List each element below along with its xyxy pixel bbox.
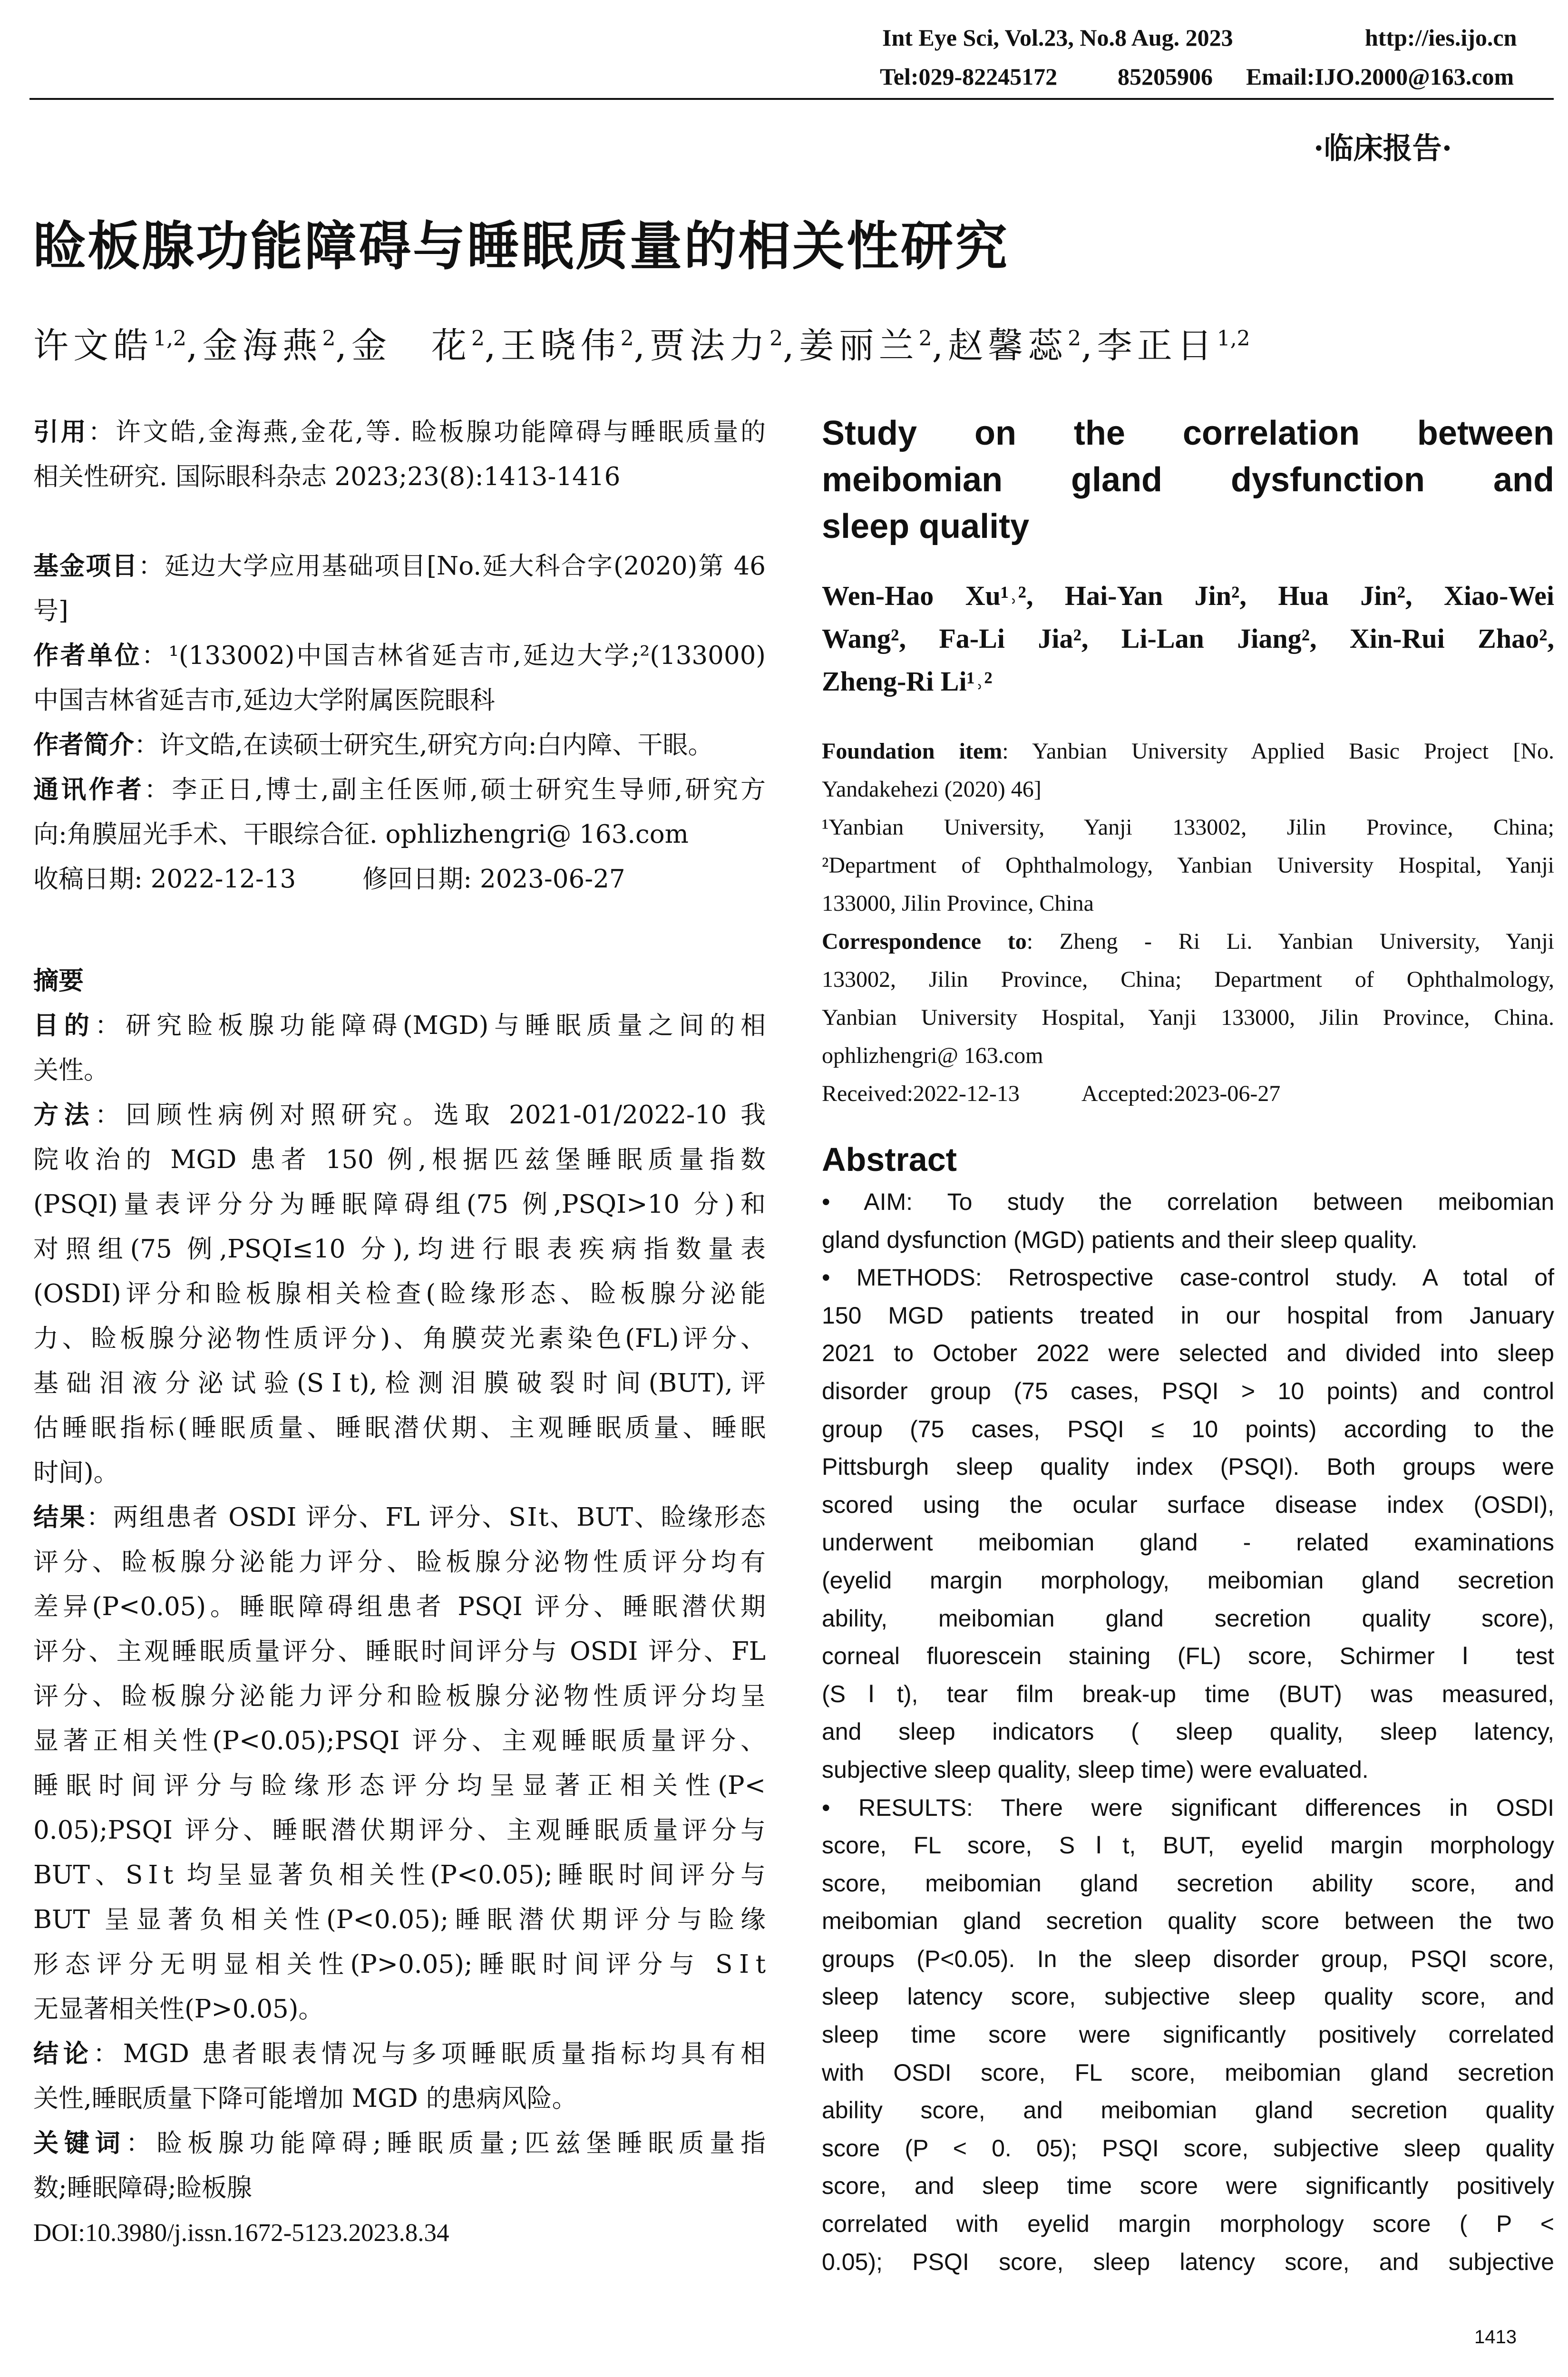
author-list [33,318,1250,368]
abstract-line: ability, meibomian gland secretion quality score), [822,1605,1554,1632]
accepted-en: Accepted:2023-06-27 [1081,1081,1281,1106]
dates-line [33,857,766,902]
abstract-line: score, meibomian gland secretion ability score, and [822,1870,1554,1897]
methods-text: 估睡眠指标(睡眠质量、睡眠潜伏期、主观睡眠质量、睡眠 [33,1413,766,1442]
left-column [33,410,766,2255]
abstract-line: score (P < 0. 05); PSQI score, subjective sleep quality [822,2134,1554,2162]
received-date: 收稿日期: 2022-12-13 [33,865,296,894]
conclusion-block [33,2032,766,2121]
journal-email[interactable]: Email:IJO.2000@163.com [1246,63,1514,90]
foundation-label: Foundation item [822,739,1003,764]
abstract-line: 2021 to October 2022 were selected and divided into sleep [822,1340,1554,1367]
author-name: 贾法力 [650,325,770,366]
abstract-line: (SⅠt), tear film break-up time (BUT) was measured, [822,1680,1554,1707]
abstract-line: disorder group (75 cases, PSQI > 10 points) and control [822,1377,1554,1404]
author-name: 李正日 [1097,325,1217,366]
english-author-line: Wang², Fa-Li Jia², Li-Lan Jiang², Xin-Rui Zhao², [822,623,1554,654]
keywords-label: 关键词 [33,2129,126,2158]
aim-text: ：研究睑板腺功能障碍(MGD)与睡眠质量之间的相 [95,1011,766,1040]
author-intro-text: ：许文皓,在读硕士研究生,研究方向:白内障、干眼。 [134,731,713,760]
conclusion-text: 关性,睡眠质量下降可能增加 MGD 的患病风险。 [33,2084,577,2113]
correspondence-en-email[interactable]: ophlizhengri@ 163.com [822,1043,1043,1068]
abstract-line: ability score, and meibomian gland secretion quality [822,2097,1554,2124]
author-separator: , [335,325,352,366]
english-title [822,410,1554,550]
author-affiliation-mark: 2 [620,326,634,351]
results-text: ：两组患者 OSDI 评分、FL 评分、SⅠt、BUT、睑缘形态 [86,1503,766,1532]
author-affiliation-mark: 1,2 [153,326,186,351]
correspondence-text: 向:角膜屈光手术、干眼综合征. ophlizhengri@ 163.com [33,820,689,849]
header-rule [29,98,1554,100]
keywords-text: 数;睡眠障碍;睑板腺 [33,2173,252,2202]
abstract-line: • METHODS: Retrospective case-control study. A total of [822,1264,1554,1291]
journal-tel-2: 85205906 [1118,63,1213,90]
page-number: 1413 [1474,2327,1517,2348]
received-en: Received:2022-12-13 [822,1081,1020,1106]
results-text: 评分、睑板腺分泌能力评分、睑板腺分泌物性质评分均有 [33,1548,766,1577]
section-tag: ·临床报告· [1314,131,1452,166]
methods-text: (OSDI)评分和睑板腺相关检查(睑缘形态、睑板腺分泌能 [33,1279,766,1308]
citation-block [33,410,766,499]
methods-label: 方法 [33,1101,95,1130]
author-affiliation-mark: 2 [769,326,783,351]
funding-label: 基金项目 [33,552,138,581]
methods-text: 时间)。 [33,1458,119,1487]
abstract-line: score, and sleep time score were significantly positively [822,2172,1554,2200]
funding-block [33,544,766,633]
correspondence-label: 通讯作者 [33,775,145,804]
english-info [822,732,1554,1113]
author-separator: , [633,325,650,366]
results-label: 结果 [33,1503,87,1532]
abstract-line: 150 MGD patients treated in our hospital from January [822,1302,1554,1329]
author-name: 金海燕 [202,325,322,366]
abstract-line: score, FL score, SⅠt, BUT, eyelid margin morphology [822,1832,1554,1859]
keywords-block [33,2121,766,2211]
affiliation-en: ¹Yanbian University, Yanji 133002, Jilin Province, China; [822,815,1554,840]
english-title-line: meibomian gland dysfunction and [822,461,1554,499]
affiliation-text: 中国吉林省延吉市,延边大学附属医院眼科 [33,686,495,715]
english-authors [822,575,1554,703]
foundation-text: : Yanbian University Applied Basic Project [No. [1002,739,1554,764]
journal-tel: Tel:029-82245172 [880,63,1058,90]
aim-label: 目的 [33,1011,95,1040]
doi[interactable]: DOI:10.3980/j.issn.1672-5123.2023.8.34 [33,2219,449,2247]
methods-text: ：回顾性病例对照研究。选取 2021-01/2022-10 我 [95,1101,766,1130]
revised-date: 修回日期: 2023-06-27 [362,865,625,894]
funding-text: 号] [33,596,68,625]
correspondence-en-text: Yanbian University Hospital, Yanji 133000, Jilin Province, China. [822,1005,1554,1030]
abstract-line: group (75 cases, PSQI ≤ 10 points) according to the [822,1415,1554,1442]
author-affiliation-mark: 1,2 [1217,326,1250,351]
abstract-line: correlated with eyelid margin morphology score ( P < [822,2211,1554,2238]
results-text: BUT、SⅠt 均呈显著负相关性(P<0.05);睡眠时间评分与 [33,1861,766,1890]
author-name: 王晓伟 [500,325,621,366]
results-text: 0.05);PSQI 评分、睡眠潜伏期评分、主观睡眠质量评分与 [33,1816,766,1845]
author-separator: , [1081,325,1097,366]
abstract-heading-cn: 摘要 [33,966,84,995]
abstract-line: subjective sleep quality, sleep time) were evaluated. [822,1756,1369,1783]
aim-block [33,1003,766,1093]
citation-text: 相关性研究. 国际眼科杂志 2023;23(8):1413-1416 [33,462,621,491]
author-affiliation-mark: 2 [322,326,336,351]
abstract-line: with OSDI score, FL score, meibomian gland secretion [822,2059,1554,2086]
results-text: 形态评分无明显相关性(P>0.05);睡眠时间评分与 SⅠt [33,1950,766,1979]
english-title-line: Study on the correlation between [822,414,1554,452]
abstract-line: underwent meibomian gland - related examinations [822,1529,1554,1556]
abstract-line: Pittsburgh sleep quality index (PSQI). Both groups were [822,1453,1554,1481]
affiliation-text: ：¹(133002)中国吉林省延吉市,延边大学;²(133000) [141,641,766,670]
journal-url[interactable]: http://ies.ijo.cn [1365,24,1517,51]
journal-issue-line: Int Eye Sci, Vol.23, No.8 Aug. 2023 [882,24,1233,51]
affiliation-block [33,633,766,723]
methods-text: 基础泪液分泌试验(SⅠt),检测泪膜破裂时间(BUT),评 [33,1369,766,1398]
correspondence-block [33,768,766,857]
affiliation-en: ²Department of Ophthalmology, Yanbian University Hospital, Yanji [822,853,1554,878]
correspondence-text: ：李正日,博士,副主任医师,硕士研究生导师,研究方 [144,775,766,804]
author-intro-block [33,723,766,768]
citation-text: ：许文皓,金海燕,金花,等. 睑板腺功能障碍与睡眠质量的 [88,418,766,447]
abstract-line: groups (P<0.05). In the sleep disorder group, PSQI score, [822,1945,1554,1972]
english-abstract [822,1183,1554,2281]
right-column [822,410,1554,2281]
correspondence-en-text: 133002, Jilin Province, China; Department of Ophthalmology, [822,967,1554,992]
results-text: 差异(P<0.05)。睡眠障碍组患者 PSQI 评分、睡眠潜伏期 [33,1592,766,1621]
affiliation-en: 133000, Jilin Province, China [822,891,1094,916]
correspondence-en-text: : Zheng - Ri Li. Yanbian University, Yanji [1026,929,1554,954]
abstract-line: sleep latency score, subjective sleep quality score, and [822,1983,1554,2010]
results-text: BUT 呈显著负相关性(P<0.05);睡眠潜伏期评分与睑缘 [33,1905,766,1934]
correspondence-en-label: Correspondence to [822,929,1027,954]
methods-text: 力、睑板腺分泌物性质评分)、角膜荧光素染色(FL)评分、 [33,1324,766,1353]
foundation-text: Yandakehezi (2020) 46] [822,777,1042,802]
citation-label: 引用 [33,418,88,447]
abstract-line: meibomian gland secretion quality score between the two [822,1908,1554,1935]
abstract-line: and sleep indicators ( sleep quality, sleep latency, [822,1718,1554,1745]
english-author-line: Wen-Hao Xu¹˒², Hai-Yan Jin², Hua Jin², Xiao-Wei [822,580,1554,611]
conclusion-text: ：MGD 患者眼表情况与多项睡眠质量指标均具有相 [93,2039,766,2068]
abstract-line: (eyelid margin morphology, meibomian gland secretion [822,1567,1554,1594]
keywords-text: ：睑板腺功能障碍;睡眠质量;匹兹堡睡眠质量指 [126,2129,766,2158]
author-name: 赵馨蕊 [948,325,1068,366]
abstract-line: scored using the ocular surface disease index (OSDI), [822,1491,1554,1518]
conclusion-label: 结论 [33,2039,93,2068]
abstract-heading-en: Abstract [822,1141,957,1178]
english-author-line: Zheng-Ri Li¹˒² [822,666,993,697]
author-affiliation-mark: 2 [471,326,485,351]
author-separator: , [783,325,799,366]
author-intro-label: 作者简介 [33,731,134,760]
author-name: 姜丽兰 [799,325,919,366]
methods-text: 院收治的 MGD 患者 150 例,根据匹兹堡睡眠质量指数 [33,1145,766,1174]
results-text: 评分、睑板腺分泌能力评分和睑板腺分泌物性质评分均呈 [33,1682,766,1711]
affiliation-label: 作者单位 [33,641,142,670]
author-name: 金 花 [351,325,472,366]
methods-block [33,1093,766,1495]
author-name: 许文皓 [33,325,153,366]
abstract-line: • RESULTS: There were significant differences in OSDI [822,1794,1554,1821]
methods-text: 对照组(75 例,PSQI≤10 分),均进行眼表疾病指数量表 [33,1235,766,1264]
abstract-line: 0.05); PSQI score, sleep latency score, and subjective [822,2248,1554,2275]
results-text: 评分、主观睡眠质量评分、睡眠时间评分与 OSDI 评分、FL [33,1637,766,1666]
results-text: 睡眠时间评分与睑缘形态评分均呈显著正相关性(P< [33,1771,766,1800]
methods-text: (PSQI)量表评分分为睡眠障碍组(75 例,PSQI>10 分)和 [33,1190,766,1219]
abstract-line: gland dysfunction (MGD) patients and their sleep quality. [822,1226,1418,1253]
results-text: 显著正相关性(P<0.05);PSQI 评分、主观睡眠质量评分、 [33,1726,766,1755]
funding-text: ：延边大学应用基础项目[No.延大科合字(2020)第 46 [138,552,766,581]
abstract-line: sleep time score were significantly positively correlated [822,2021,1554,2048]
author-affiliation-mark: 2 [1068,326,1081,351]
article-title: 睑板腺功能障碍与睡眠质量的相关性研究 [33,216,1009,277]
abstract-line: • AIM: To study the correlation between meibomian [822,1188,1554,1215]
author-separator: , [932,325,948,366]
author-affiliation-mark: 2 [918,326,932,351]
results-text: 无显著相关性(P>0.05)。 [33,1995,324,2024]
aim-text: 关性。 [33,1056,109,1085]
author-separator: , [186,325,203,366]
abstract-line: corneal fluorescein staining (FL) score, Schirmer Ⅰ test [822,1643,1554,1670]
english-title-line: sleep quality [822,507,1030,546]
results-block [33,1495,766,2032]
author-separator: , [485,325,501,366]
